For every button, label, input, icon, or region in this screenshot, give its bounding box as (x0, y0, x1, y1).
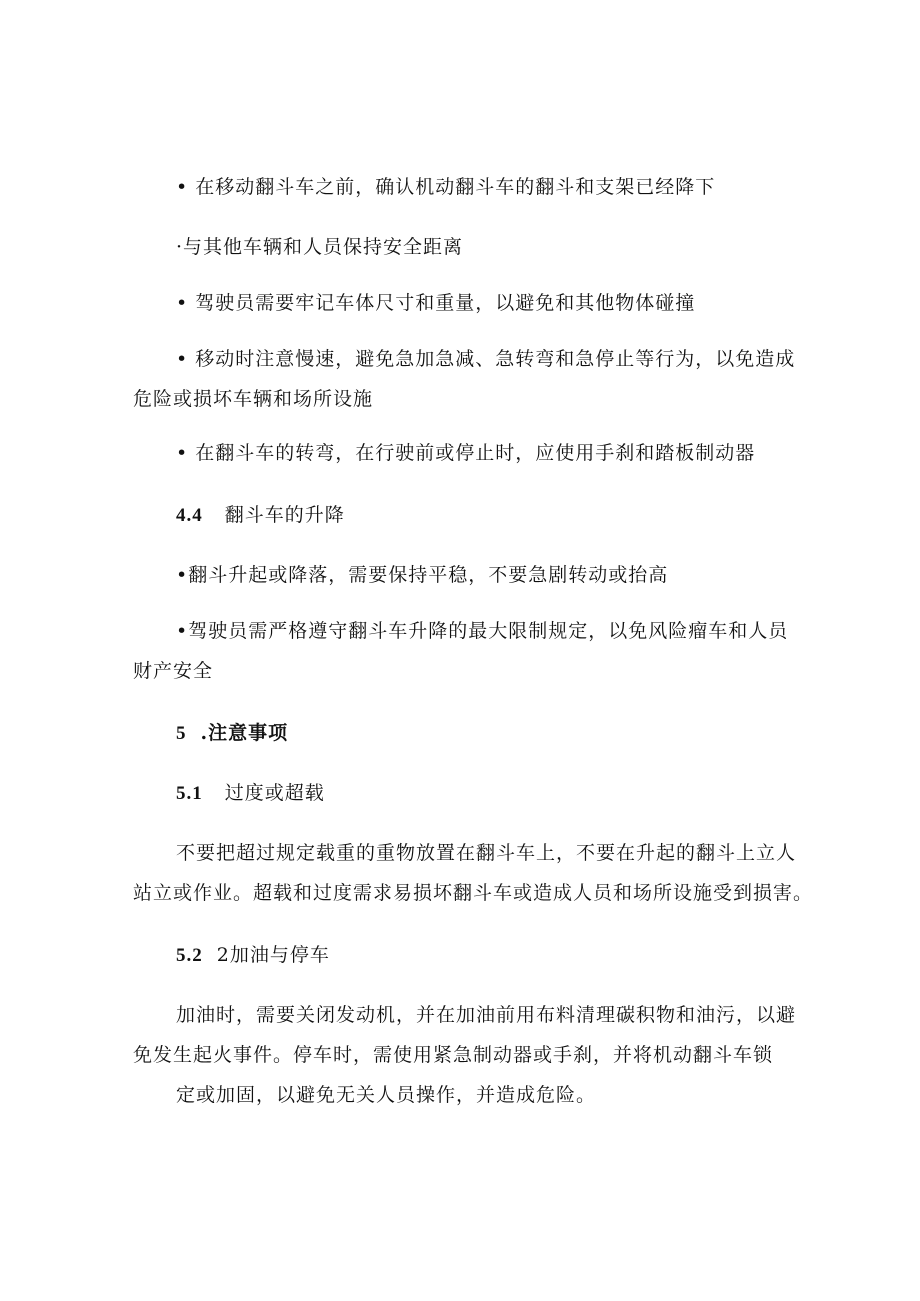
section-heading-4-4 (176, 504, 345, 527)
paragraph-line: 定或加固，以避免无关人员操作，并造成危险。 (176, 1084, 597, 1106)
section-number: 5.1 (176, 783, 203, 804)
section-number: 4.4 (176, 505, 203, 526)
bullet-item: • 移动时注意慢速，避免急加急减、急转弯和急停止等行为，以免造成 (176, 348, 796, 370)
bullet-item: •翻斗升起或降落，需要保持平稳，不要急剧转动或抬高 (176, 564, 669, 586)
bullet-item: • 在翻斗车的转弯，在行驶前或停止时，应使用手刹和踏板制动器 (176, 442, 756, 464)
paragraph-line: 不要把超过规定载重的重物放置在翻斗车上，不要在升起的翻斗上立人 (176, 842, 797, 864)
section-heading-5 (176, 722, 288, 745)
bullet-item: • 在移动翻斗车之前，确认机动翻斗车的翻斗和支架已经降下 (176, 176, 716, 198)
section-number: 5 (176, 723, 187, 744)
section-title: 2加油与停车 (216, 944, 330, 966)
section-heading-5-1 (176, 782, 325, 805)
section-title: .注意事项 (200, 722, 289, 744)
section-title: 翻斗车的升降 (224, 504, 345, 526)
bullet-item: • 驾驶员需要牢记车体尺寸和重量，以避免和其他物体碰撞 (176, 292, 696, 314)
paragraph-line: 免发生起火事件。停车时，需使用紧急制动器或手刹，并将机动翻斗车锁 (133, 1044, 774, 1066)
paragraph-line: 加油时，需要关闭发动机，并在加油前用布料清理碳积物和油污，以避 (176, 1004, 797, 1026)
section-title: 过度或超载 (224, 782, 325, 804)
paragraph-line: 站立或作业。超载和过度需求易损坏翻斗车或造成人员和场所设施受到损害。 (133, 882, 814, 904)
bullet-item-continuation: 危险或损坏车辆和场所设施 (133, 388, 374, 410)
bullet-item: ·与其他车辆和人员保持安全距离 (176, 236, 464, 258)
bullet-item: •驾驶员需严格遵守翻斗车升降的最大限制规定，以免风险瘤车和人员 (176, 620, 789, 642)
section-heading-5-2 (176, 944, 330, 967)
bullet-item-continuation: 财产安全 (133, 660, 214, 682)
section-number: 5.2 (176, 945, 203, 966)
